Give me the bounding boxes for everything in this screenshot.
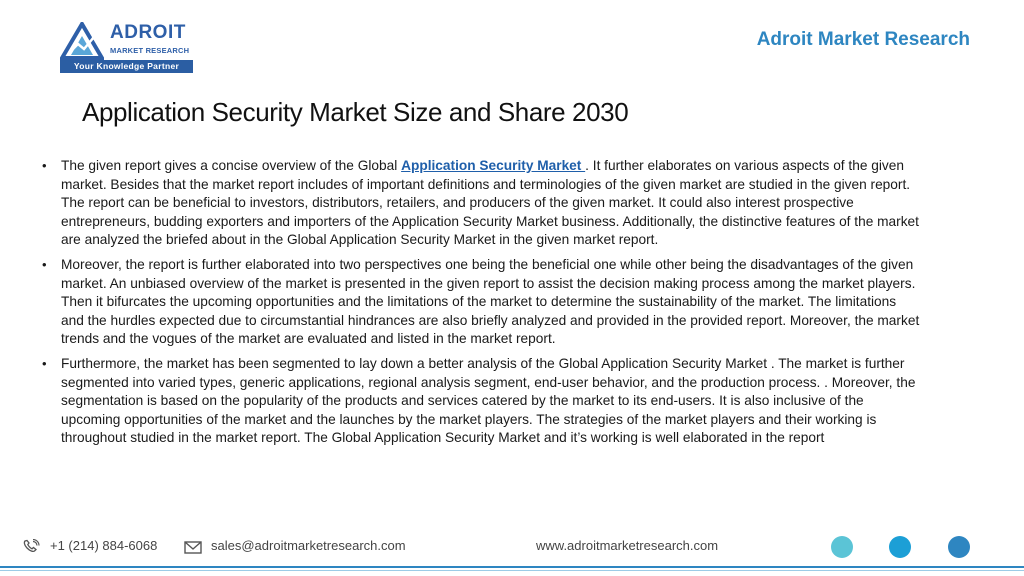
triangle-logo-icon [60,22,104,60]
footer-divider [0,566,1024,568]
bullet-icon: • [42,256,47,272]
logo-tagline: Your Knowledge Partner [60,60,193,73]
bullet-list [42,157,922,448]
bullet-item [42,256,922,349]
bullet-text: Furthermore, the market has been segmented to lay down a better analysis of the Global Application Security Market . The market is further segmented into varied types, generic applications, regional analysis segment, end-user behavior, and the production process. . Moreover, the segmentation is based on the popularity of the products and services catered by the market to its end-users. It is also inclusive of the upcoming opportunities of the market and the launches by the market players. The strategies of the market players and their working is throughout studied in the market report. The Global Application Security Market and it’s working is well elaborated in the report [61,355,916,446]
phone-icon [22,539,40,555]
footer-website[interactable]: www.adroitmarketresearch.com [536,538,719,553]
footer-divider-light [0,570,1024,571]
bullet-text: The given report gives a concise overview of the Global [61,158,402,173]
bullet-item [42,157,922,250]
footer-email[interactable]: sales@adroitmarketresearch.com [211,538,406,553]
bullet-text: Moreover, the report is further elaborated into two perspectives one being the beneficial one while other being the disadvantages of the given market. An unbiased overview of the market is presented in the given report to assist the decision making process among the market players. Then it bifurcates the upcoming opportunities and the limitations of the market to determine the sustainability of the market. The limitations and the hurdles expected due to circumstantial hindrances are also briefly analyzed and provided in the provided report. Moreover, the market trends and the vogues of the market are evaluated and listed in the market report. [61,256,920,347]
footer-phone[interactable]: +1 (214) 884-6068 [50,538,158,553]
application-security-market-link[interactable]: Application Security Market [401,158,586,173]
brand-name: Adroit Market Research [756,29,970,50]
logo-name: ADROIT [110,22,186,43]
bullet-text: . It further elaborates on various aspects of the given market. Besides that the market report includes of important definitions and terminologies of the given market are studied in the given report. The report can be beneficial to investors, distributors, retailers, and producers of the given market. It could also interest prospective entrepreneurs, budding exporters and importers of the Application Security Market business. Additionally, the distinctive features of the market are analyzed the briefed about in the Global Application Security Market in the given market report. [61,158,919,248]
decorative-dot [948,536,970,558]
decorative-dot [889,536,911,558]
footer [0,530,1024,564]
company-logo [60,20,195,75]
bullet-item [42,355,922,448]
bullet-icon: • [42,355,47,371]
report-content [42,157,922,454]
bullet-icon: • [42,158,47,173]
decorative-dot [831,536,853,558]
page-title: Application Security Market Size and Share 2030 [82,97,629,127]
envelope-icon [184,539,202,555]
logo-subtitle: MARKET RESEARCH [110,46,190,55]
